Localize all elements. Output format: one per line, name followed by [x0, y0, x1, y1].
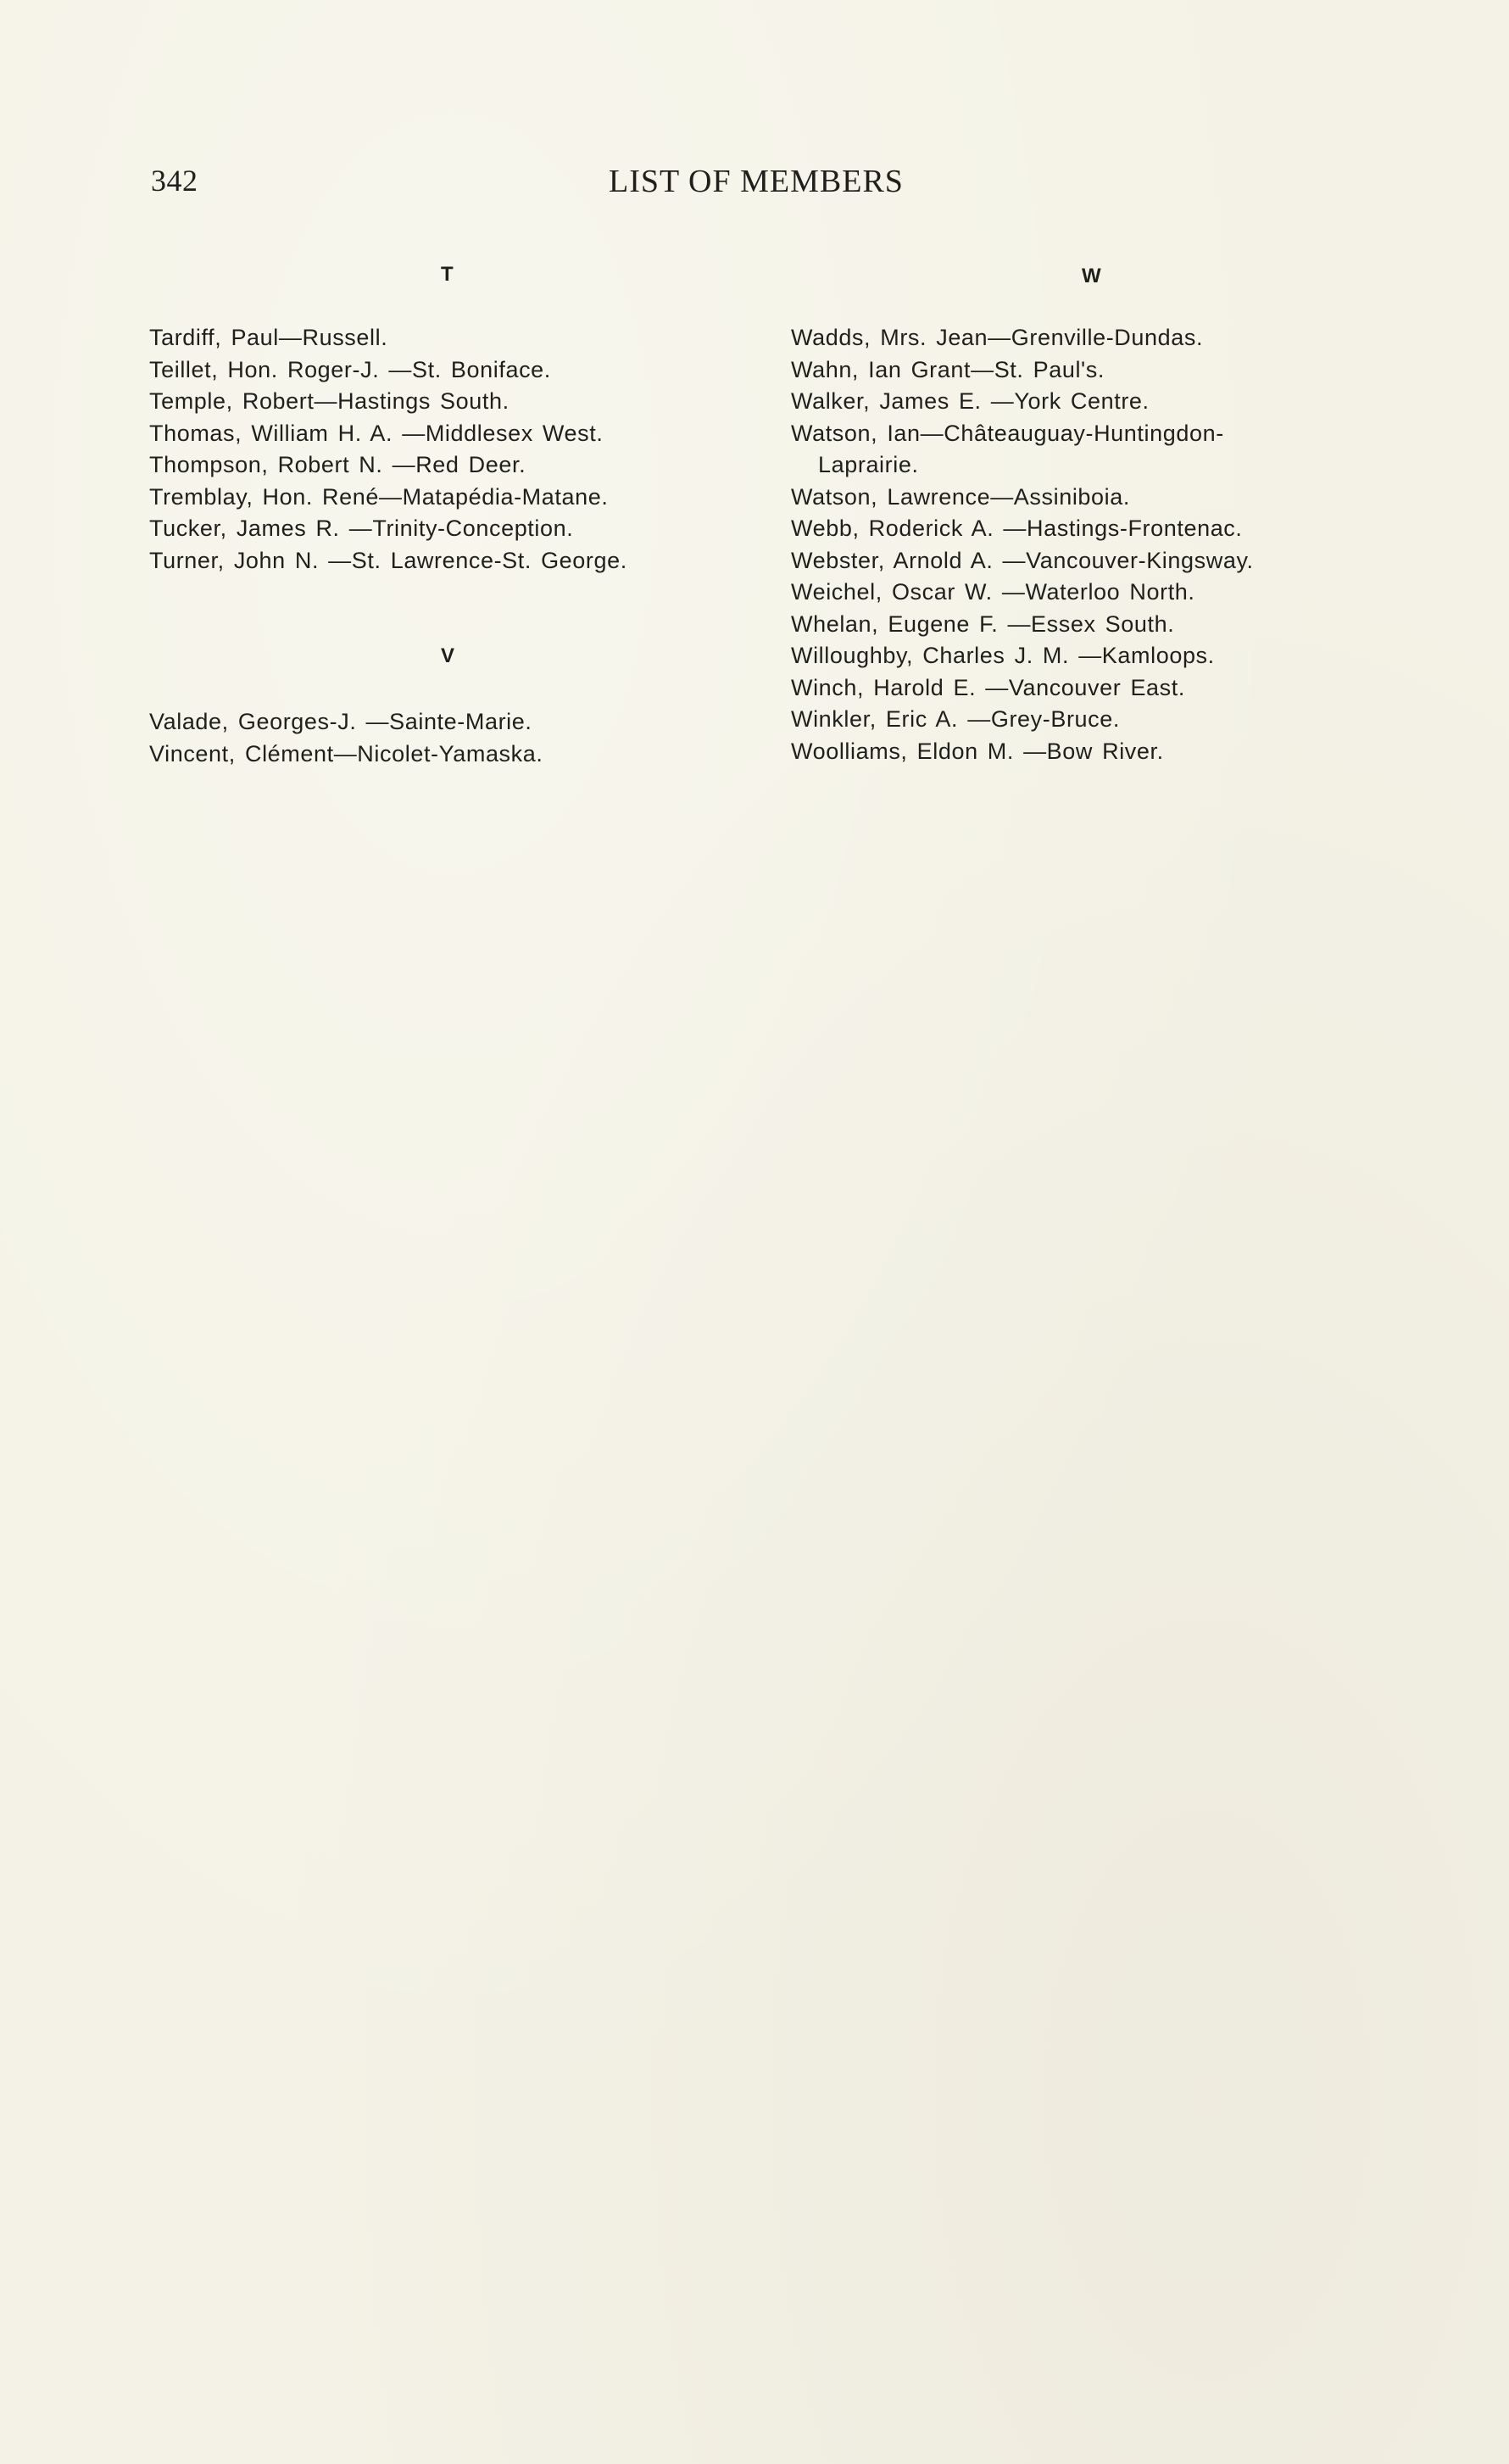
member-entry: Teillet, Hon. Roger-J. —St. Boniface. [149, 356, 551, 382]
member-entry: Winkler, Eric A. —Grey-Bruce. [791, 706, 1120, 732]
member-entry: Temple, Robert—Hastings South. [149, 388, 509, 414]
member-entry: Walker, James E. —York Centre. [791, 388, 1150, 414]
running-head-title: LIST OF MEMBERS [609, 164, 904, 199]
member-entry: Thomas, William H. A. —Middlesex West. [149, 420, 604, 446]
member-entry: Wadds, Mrs. Jean—Grenville-Dundas. [791, 325, 1204, 350]
member-entry: Weichel, Oscar W. —Waterloo North. [791, 579, 1195, 605]
member-entry: Tardiff, Paul—Russell. [149, 325, 388, 350]
member-list-v [149, 706, 543, 770]
section-heading-w: W [1082, 265, 1101, 287]
member-entry: Tucker, James R. —Trinity-Conception. [149, 516, 574, 541]
member-entry: Winch, Harold E. —Vancouver East. [791, 674, 1185, 700]
member-entry: Tremblay, Hon. René—Matapédia-Matane. [149, 483, 609, 510]
member-entry: Thompson, Robert N. —Red Deer. [149, 452, 526, 477]
member-entry: Webb, Roderick A. —Hastings-Frontenac. [791, 516, 1243, 541]
member-entry: Turner, John N. —St. Lawrence-St. George. [149, 547, 627, 573]
member-entry: Woolliams, Eldon M. —Bow River. [791, 738, 1164, 764]
member-list-t [149, 322, 627, 577]
member-list-w [791, 322, 1318, 767]
member-entry: Willoughby, Charles J. M. —Kamloops. [791, 643, 1215, 668]
member-entry: Wahn, Ian Grant—St. Paul's. [791, 356, 1105, 382]
member-entry: Webster, Arnold A. —Vancouver-Kingsway. [791, 547, 1254, 573]
member-entry: Watson, Lawrence—Assiniboia. [791, 483, 1130, 510]
page-number: 342 [151, 164, 198, 198]
section-heading-v: V [441, 644, 455, 667]
member-entry: Whelan, Eugene F. —Essex South. [791, 610, 1175, 637]
member-entry: Vincent, Clément—Nicolet-Yamaska. [149, 740, 543, 767]
member-entry: Valade, Georges-J. —Sainte-Marie. [149, 709, 532, 734]
member-entry: Watson, Ian—Châteauguay-Huntingdon-Laprairie. [791, 420, 1224, 477]
section-heading-t: T [441, 263, 454, 286]
